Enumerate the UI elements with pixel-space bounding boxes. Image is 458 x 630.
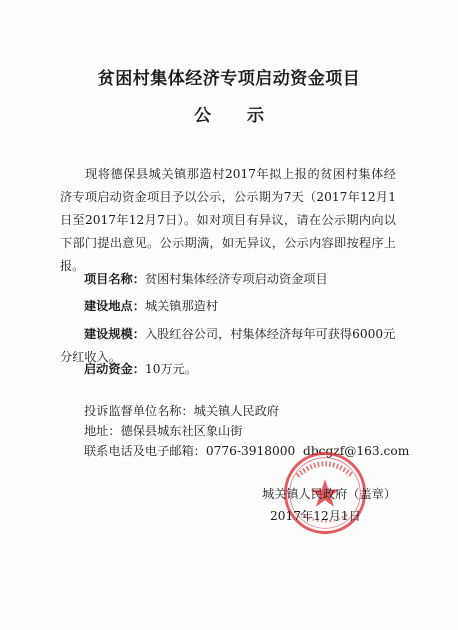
address-row (84, 422, 242, 439)
supervisor-row (84, 402, 279, 419)
funds-label: 启动资金： (84, 362, 145, 376)
signer: 城关镇人民政府（盖章） (262, 487, 397, 501)
location-row (84, 295, 218, 318)
supervisor-value: 城关镇人民政府 (193, 404, 279, 418)
scale-label: 建设规模： (84, 327, 145, 341)
address-value: 德保县城东社区象山街 (120, 424, 243, 438)
sign-date: 2017年12月1日 (270, 509, 361, 523)
contact-label: 联系电话及电子邮箱： (84, 444, 206, 458)
announcement-body: 现将德保县城关镇那造村2017年拟上报的贫困村集体经济专项启动资金项目予以公示，公示期为7天（2017年12月1日至2017年12月7日）。如对项目有异议，请在公示期内向以下部门提出意见。公示期满，如无异议，公示内容即按程序上报。 (60, 167, 396, 273)
project-name-row (84, 268, 328, 291)
supervisor-label: 投诉监督单位名称： (84, 404, 194, 418)
document-title: 贫困村集体经济专项启动资金项目 (97, 69, 361, 89)
funds-value: 10万元。 (144, 362, 198, 376)
contact-email: dbcgzf@163.com (303, 444, 410, 458)
project-name-label: 项目名称： (84, 272, 145, 286)
project-name-value: 贫困村集体经济专项启动资金项目 (144, 272, 328, 286)
funds-row (84, 358, 197, 381)
contact-phone: 0776-3918000 (205, 444, 296, 458)
location-label: 建设地点： (84, 299, 145, 313)
document-subtitle: 公示 (194, 106, 300, 126)
location-value: 城关镇那造村 (144, 299, 219, 313)
address-label: 地址： (84, 424, 121, 438)
scale-value: 入股红谷公司，村集体经济每年可获得6000元分红收入。 (60, 327, 396, 364)
